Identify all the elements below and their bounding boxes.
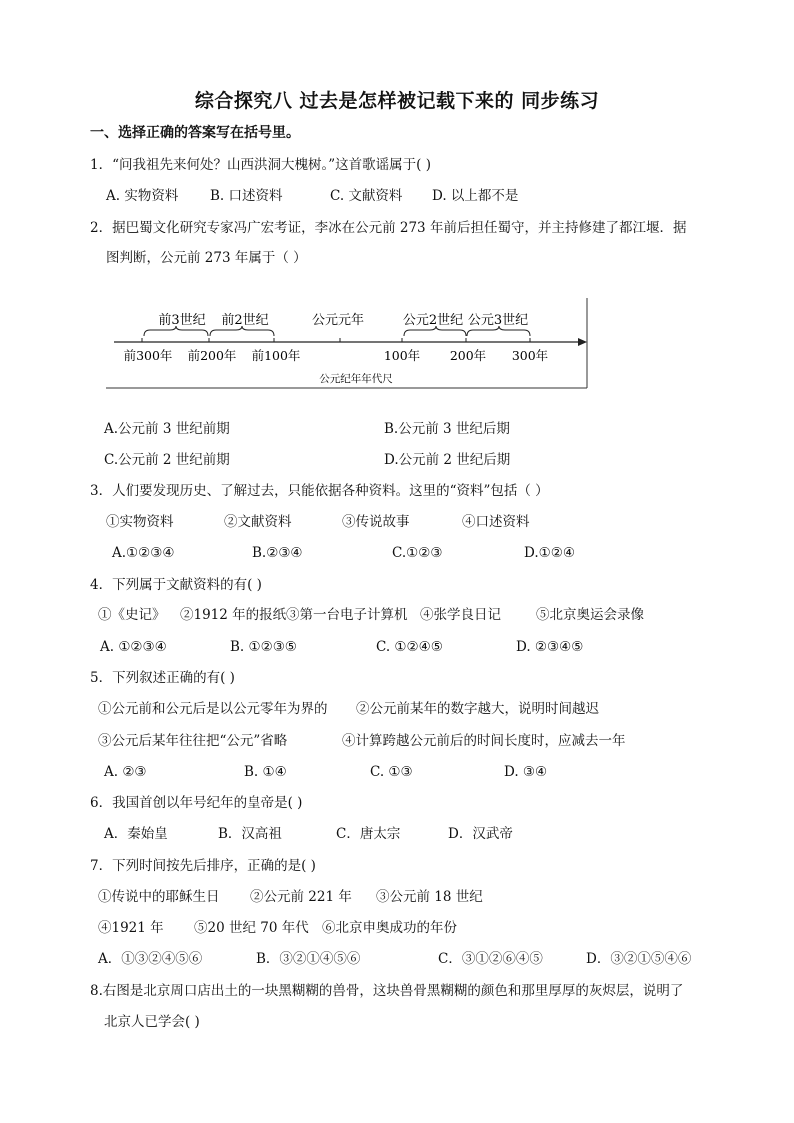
q1-option-d: D. 以上都不是 xyxy=(432,188,519,204)
q6-option-c: C．唐太宗 xyxy=(336,826,401,842)
q3-item-3: ③传说故事 xyxy=(342,514,410,530)
q4-item-4: ④张学良日记 xyxy=(420,607,501,623)
timeline-caption: 公元纪年年代尺 xyxy=(319,373,393,385)
century-label: 公元3世纪 xyxy=(467,313,529,328)
q2-option-d: D.公元前 2 世纪后期 xyxy=(384,452,511,468)
q7-option-b: B．③②①④⑤⑥ xyxy=(256,951,361,967)
tick-label: 前100年 xyxy=(251,348,301,363)
q1-option-c: C. 文献资料 xyxy=(330,188,403,204)
q7-item-3: ③公元前 18 世纪 xyxy=(376,889,483,905)
tick-label: 200年 xyxy=(449,348,487,363)
q6-option-d: D．汉武帝 xyxy=(448,826,513,842)
question-3-stem: 3．人们要发现历史、了解过去，只能依据各种资料。这里的“资料”包括（ ） xyxy=(90,483,549,499)
timeline-figure xyxy=(106,296,596,394)
q6-option-b: B．汉高祖 xyxy=(218,826,282,842)
question-2-stem-line2: 图判断，公元前 273 年属于（ ） xyxy=(106,250,307,266)
q3-option-a: A.①②③④ xyxy=(112,545,175,561)
q4-option-d: D. ②③④⑤ xyxy=(516,639,584,655)
q3-option-d: D.①②④ xyxy=(524,545,575,561)
century-label: 前3世纪 xyxy=(158,313,206,328)
tick-label: 300年 xyxy=(511,348,549,363)
tick-label: 前300年 xyxy=(123,348,173,363)
q4-item-1: ①《史记》 xyxy=(98,607,166,623)
q5-option-c: C. ①③ xyxy=(370,764,413,780)
q7-option-a: A．①③②④⑤⑥ xyxy=(98,951,203,967)
q6-option-a: A．秦始皇 xyxy=(104,826,168,842)
q3-option-c: C.①②③ xyxy=(392,545,443,561)
q4-option-b: B. ①②③⑤ xyxy=(230,639,297,655)
q7-item-5: ⑤20 世纪 70 年代 xyxy=(194,920,309,936)
timeline-svg xyxy=(106,296,596,390)
q5-option-b: B. ①④ xyxy=(244,764,287,780)
q7-item-4: ④1921 年 xyxy=(98,920,164,936)
century-label: 公元2世纪 xyxy=(402,313,464,328)
q7-item-6: ⑥北京申奥成功的年份 xyxy=(322,920,457,936)
q2-option-c: C.公元前 2 世纪前期 xyxy=(104,452,230,468)
q5-item-4: ④计算跨越公元前后的时间长度时，应减去一年 xyxy=(342,733,626,749)
q5-option-d: D. ③④ xyxy=(504,764,548,780)
q4-item-5: ⑤北京奥运会录像 xyxy=(536,607,644,623)
tick-label: 前200年 xyxy=(187,348,237,363)
q3-item-1: ①实物资料 xyxy=(106,514,174,530)
q4-option-c: C. ①②④⑤ xyxy=(376,639,443,655)
q7-option-c: C．③①②⑥④⑤ xyxy=(438,951,543,967)
q1-option-b: B. 口述资料 xyxy=(210,188,283,204)
question-5-stem: 5．下列叙述正确的有( ) xyxy=(90,670,235,686)
q3-item-4: ④口述资料 xyxy=(462,514,530,530)
q4-item-2: ②1912 年的报纸 xyxy=(180,607,287,623)
question-2-stem-line1: 2．据巴蜀文化研究专家冯广宏考证，李冰在公元前 273 年前后担任蜀守，并主持修建了都江堰．据 xyxy=(90,220,687,236)
section-heading: 一、选择正确的答案写在括号里。 xyxy=(90,125,300,141)
question-7-stem: 7．下列时间按先后排序，正确的是( ) xyxy=(90,858,316,874)
q7-option-d: D．③②①⑤④⑥ xyxy=(586,951,692,967)
timeline-tick-marks xyxy=(142,338,530,342)
question-8-stem-line2: 北京人已学会( ) xyxy=(104,1014,200,1030)
question-4-stem: 4．下列属于文献资料的有( ) xyxy=(90,577,262,593)
century-label: 前2世纪 xyxy=(221,313,269,328)
tick-label: 100年 xyxy=(383,348,421,363)
q3-item-2: ②文献资料 xyxy=(224,514,292,530)
q7-item-1: ①传说中的耶稣生日 xyxy=(98,889,220,905)
q2-option-a: A.公元前 3 世纪前期 xyxy=(104,421,230,437)
q5-item-1: ①公元前和公元后是以公元零年为界的 xyxy=(98,701,328,717)
question-8-stem-line1: 8.右图是北京周口店出土的一块黑糊糊的兽骨，这块兽骨黑糊糊的颜色和那里厚厚的灰烬层，说明了 xyxy=(90,983,684,999)
q4-item-3: ③第一台电子计算机 xyxy=(286,607,408,623)
timeline-arrow xyxy=(578,338,587,346)
question-1-stem: 1．“问我祖先来何处？山西洪洞大槐树。”这首歌谣属于( ) xyxy=(90,157,431,173)
q1-option-a: A. 实物资料 xyxy=(106,188,179,204)
q2-option-b: B.公元前 3 世纪后期 xyxy=(384,421,510,437)
q5-item-2: ②公元前某年的数字越大，说明时间越迟 xyxy=(356,701,599,717)
q4-option-a: A. ①②③④ xyxy=(100,639,167,655)
q5-option-a: A. ②③ xyxy=(104,764,147,780)
page-title: 综合探究八 过去是怎样被记载下来的 同步练习 xyxy=(194,90,600,112)
question-6-stem: 6．我国首创以年号纪年的皇帝是( ) xyxy=(90,795,303,811)
q7-item-2: ②公元前 221 年 xyxy=(250,889,352,905)
q3-option-b: B.②③④ xyxy=(252,545,303,561)
century-label: 公元元年 xyxy=(311,313,365,328)
q5-item-3: ③公元后某年往往把“公元”省略 xyxy=(98,733,288,749)
